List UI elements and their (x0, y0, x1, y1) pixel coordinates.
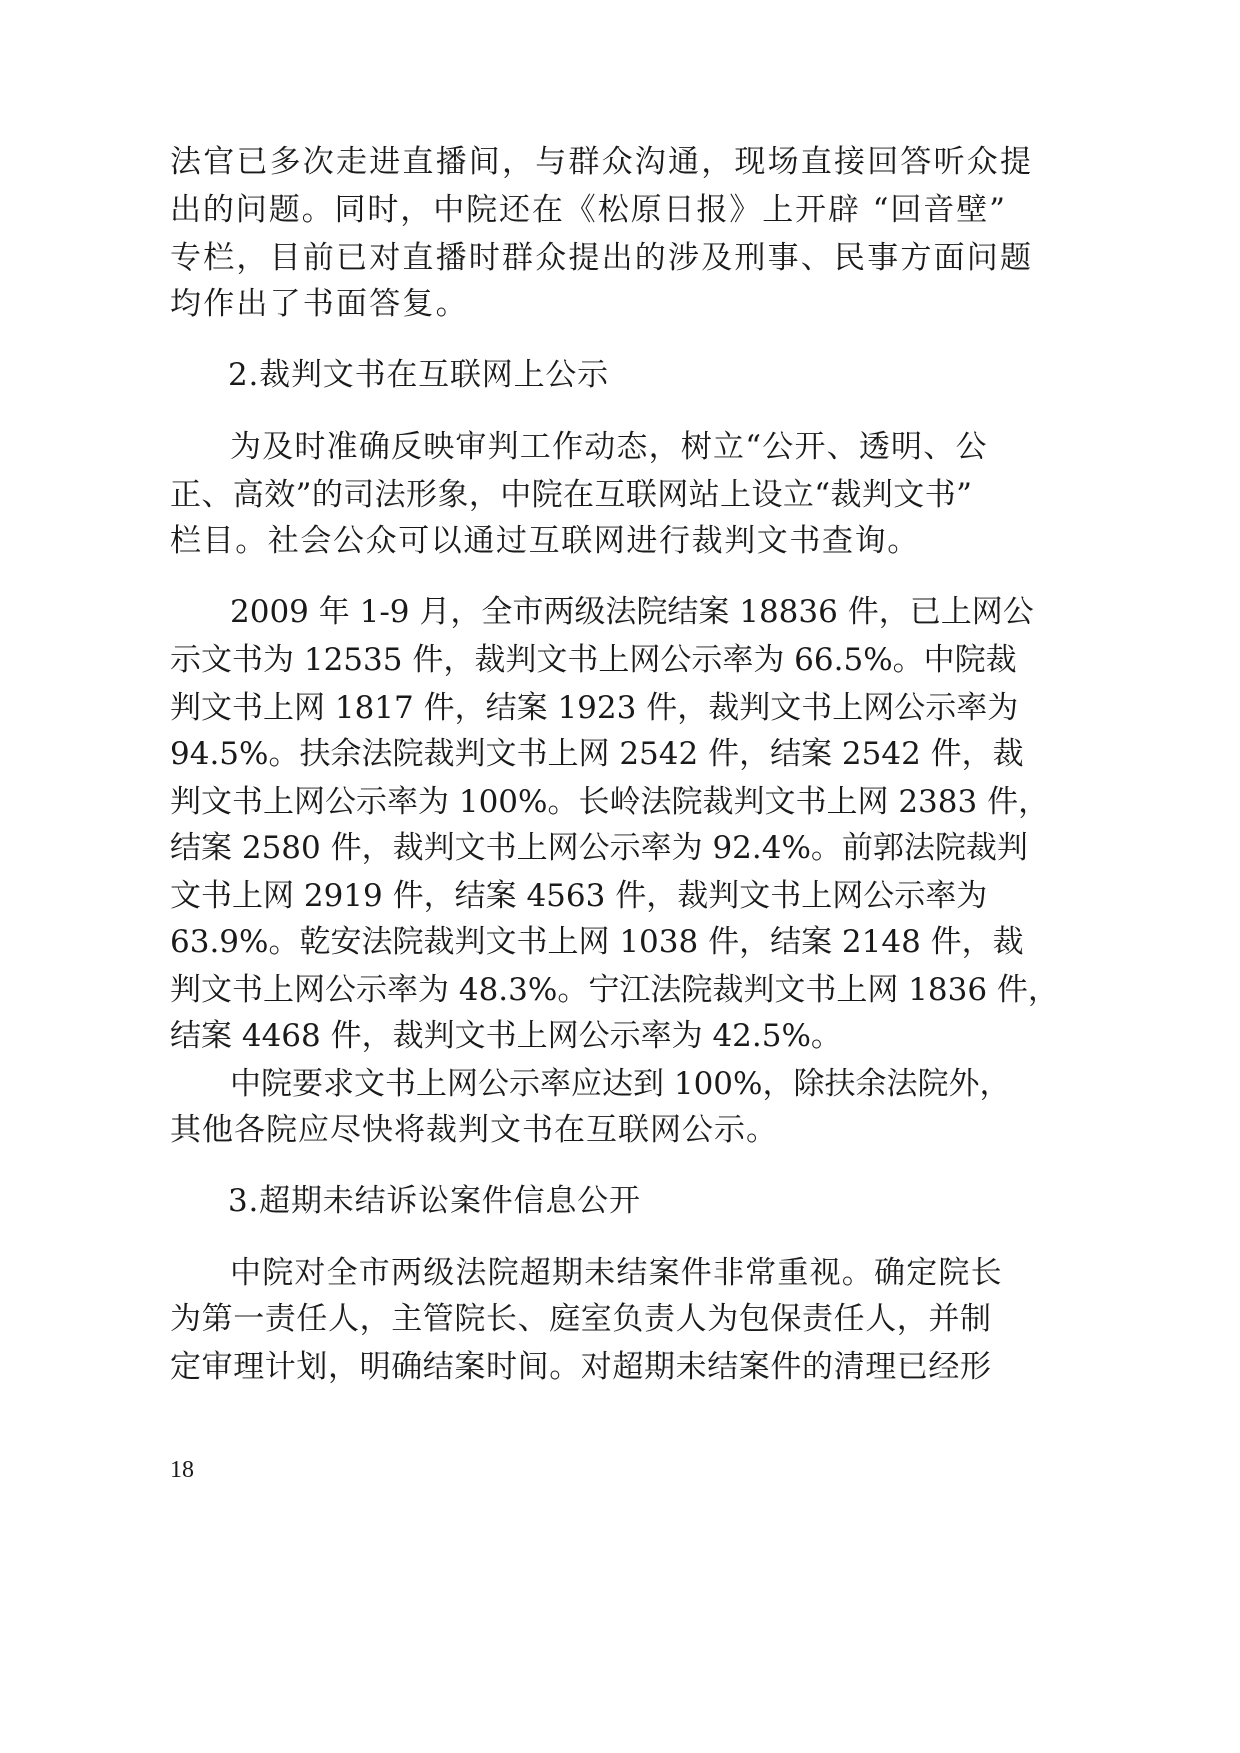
paragraph-4-line-2: 其他各院应尽快将裁判文书在互联网公示。 (170, 1112, 778, 1148)
paragraph-1-line-1: 法官已多次走进直播间，与群众沟通，现场直接回答听众提 (170, 144, 1034, 180)
paragraph-4-line-1: 中院要求文书上网公示率应达到 100%，除扶余法院外， (230, 1066, 1011, 1102)
section-heading-3: 3.超期未结诉讼案件信息公开 (228, 1183, 641, 1219)
paragraph-3-line-6: 结案 2580 件，裁判文书上网公示率为 92.4%。前郭法院裁判 (170, 830, 1028, 866)
page-number: 18 (170, 1457, 194, 1483)
paragraph-3-line-3: 判文书上网 1817 件，结案 1923 件，裁判文书上网公示率为 (170, 690, 1019, 726)
paragraph-5-line-1: 中院对全市两级法院超期未结案件非常重视。确定院长 (230, 1255, 1003, 1291)
paragraph-3-line-9: 判文书上网公示率为 48.3%。宁江法院裁判文书上网 1836 件， (170, 972, 1059, 1008)
paragraph-2-line-1: 为及时准确反映审判工作动态，树立“公开、透明、公 (230, 429, 988, 465)
paragraph-3-line-4: 94.5%。扶余法院裁判文书上网 2542 件，结案 2542 件，裁 (170, 736, 1024, 772)
paragraph-1-line-2: 出的问题。同时，中院还在《松原日报》上开辟 “回音壁” (170, 192, 1007, 228)
paragraph-3-line-1: 2009 年 1-9 月，全市两级法院结案 18836 件，已上网公 (230, 594, 1034, 630)
paragraph-2-line-3: 栏目。社会公众可以通过互联网进行裁判文书查询。 (170, 523, 920, 559)
paragraph-3-line-10: 结案 4468 件，裁判文书上网公示率为 42.5%。 (170, 1018, 842, 1054)
paragraph-2-line-2: 正、高效”的司法形象，中院在互联网站上设立“裁判文书” (170, 477, 973, 513)
paragraph-1-line-4: 均作出了书面答复。 (170, 286, 469, 322)
paragraph-3-line-2: 示文书为 12535 件，裁判文书上网公示率为 66.5%。中院裁 (170, 642, 1017, 678)
paragraph-1-line-3: 专栏，目前已对直播时群众提出的涉及刑事、民事方面问题 (170, 240, 1034, 276)
section-heading-2: 2.裁判文书在互联网上公示 (228, 357, 609, 393)
paragraph-3-line-8: 63.9%。乾安法院裁判文书上网 1038 件，结案 2148 件，裁 (170, 924, 1024, 960)
paragraph-5-line-3: 定审理计划，明确结案时间。对超期未结案件的清理已经形 (170, 1349, 992, 1385)
paragraph-3-line-5: 判文书上网公示率为 100%。长岭法院裁判文书上网 2383 件， (170, 784, 1050, 820)
paragraph-3-line-7: 文书上网 2919 件，结案 4563 件，裁判文书上网公示率为 (170, 878, 988, 914)
paragraph-5-line-2: 为第一责任人，主管院长、庭室负责人为包保责任人，并制 (170, 1301, 992, 1337)
